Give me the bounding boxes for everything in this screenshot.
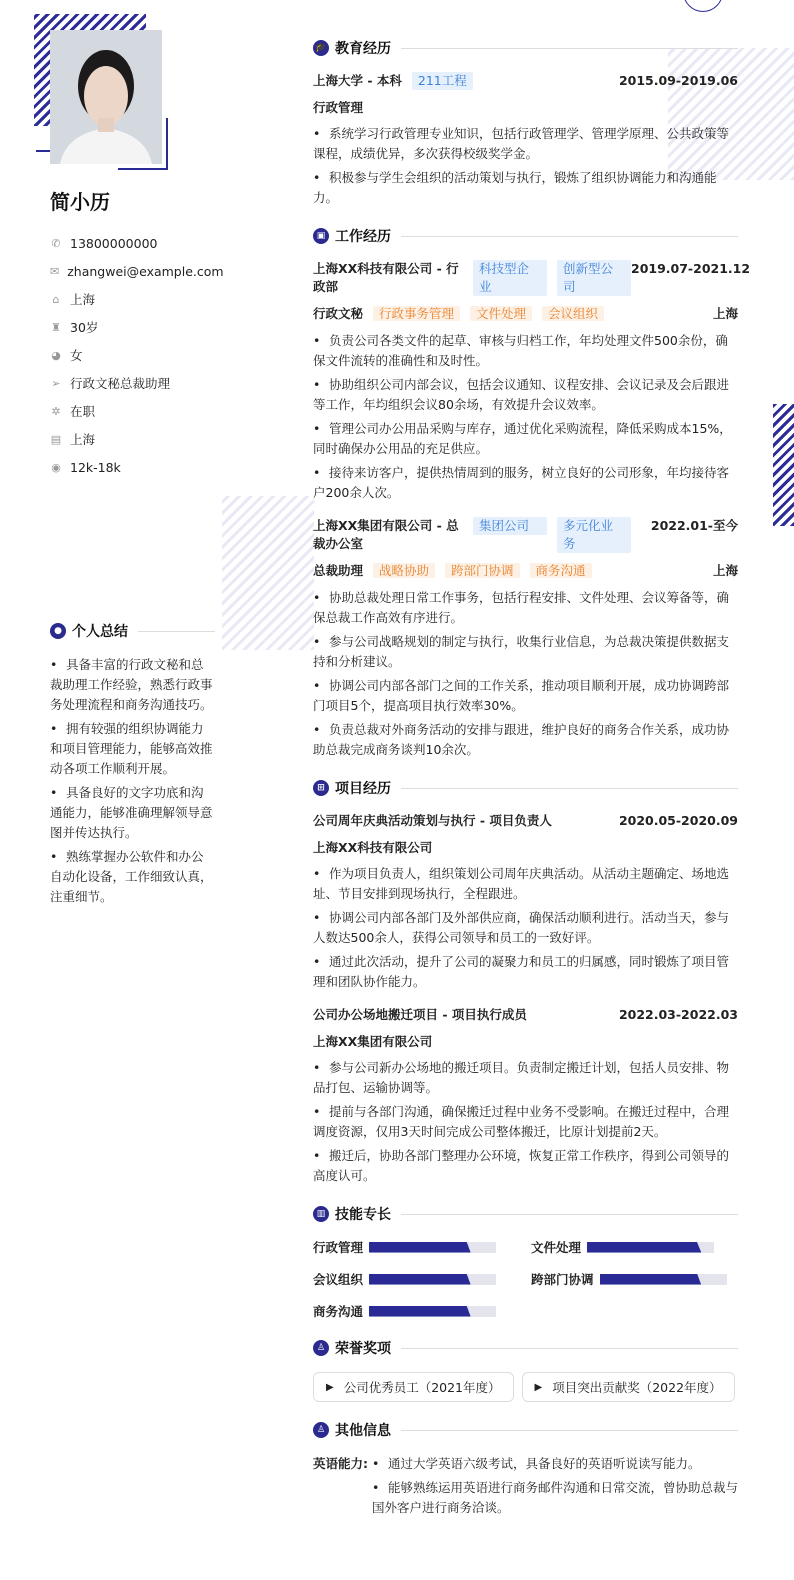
- skill-bar-fill: [369, 1274, 471, 1285]
- project-company: 上海XX集团有限公司: [313, 1034, 433, 1049]
- contact-item: ◕ 女: [51, 348, 83, 363]
- list-item: • 管理公司办公用品采购与库存，通过优化采购流程，降低采购成本15%，同时确保办公用品的充足供应。: [313, 419, 738, 459]
- list-item: • 负责公司各类文件的起草、审核与归档工作，年均处理文件500余份，确保文件流转的准确性和及时性。: [313, 331, 738, 371]
- briefcase-icon: ▣: [313, 228, 329, 244]
- skill-tag: 跨部门协调: [445, 563, 520, 578]
- mail-icon: ✉: [50, 264, 60, 278]
- skill-tag: 战略协助: [373, 563, 435, 578]
- major: 行政管理: [313, 100, 364, 115]
- project-entry: [313, 812, 738, 992]
- skill-bar-fill: [587, 1242, 701, 1253]
- job-city: 上海: [712, 306, 738, 321]
- skill-bar: [369, 1306, 496, 1317]
- candidate-name: 简小历: [50, 190, 110, 214]
- section-header: ⊞ 项目经历: [313, 778, 738, 798]
- skill-bar-fill: [369, 1242, 471, 1253]
- skill-item: 行政管理: [313, 1238, 531, 1256]
- skill-tag: 文件处理: [470, 306, 532, 321]
- list-item: • 负责总裁对外商务活动的安排与跟进，维护良好的商务合作关系，成功协助总裁完成商务谈判10余次。: [313, 720, 738, 760]
- contact-item: ✉ zhangwei@example.com: [50, 263, 224, 279]
- list-item: • 熟练掌握办公软件和办公自动化设备，工作细致认真，注重细节。: [50, 847, 215, 907]
- list-item: • 作为项目负责人，组织策划公司周年庆典活动。从活动主题确定、场地选址、节目安排到现场执行，全程跟进。: [313, 864, 738, 904]
- skill-bar: [600, 1274, 727, 1285]
- skill-bar-fill: [600, 1274, 702, 1285]
- grid-icon: ⊞: [313, 780, 329, 796]
- list-item: • 协助总裁处理日常工作事务，包括行程安排、文件处理、会议筹备等，确保总裁工作高效有序进行。: [313, 588, 738, 628]
- section-projects: [313, 778, 738, 1186]
- award-item: ▶ 公司优秀员工（2021年度）: [313, 1372, 514, 1402]
- contact-item: ♜ 30岁: [51, 320, 99, 335]
- award-icon: ♙: [313, 1422, 329, 1438]
- section-awards: [313, 1338, 738, 1402]
- section-other: [313, 1420, 738, 1522]
- project-entry: [313, 1006, 738, 1186]
- list-item: • 参与公司新办公场地的搬迁项目。负责制定搬迁计划，包括人员安排、物品打包、运输协调等。: [313, 1058, 738, 1098]
- contact-item: ◉ 12k-18k: [51, 459, 121, 475]
- school-name: 上海大学 - 本科: [313, 73, 402, 88]
- company-tag: 创新型公司: [557, 260, 631, 296]
- status-icon: ✲: [51, 404, 61, 418]
- award-item: ▶ 项目突出贡献奖（2022年度）: [522, 1372, 735, 1402]
- job-date: 2022.01-至今: [650, 518, 738, 533]
- list-item: • 协调公司内部各部门及外部供应商，确保活动顺利进行。活动当天，参与人数达500余人，获得公司领导和员工的一致好评。: [313, 908, 738, 948]
- list-item: • 具备丰富的行政文秘和总裁助理工作经验，熟悉行政事务处理流程和商务沟通技巧。: [50, 655, 215, 715]
- job-entry: [313, 517, 738, 760]
- skill-item: 会议组织: [313, 1270, 531, 1288]
- phone-icon: ✆: [51, 236, 61, 250]
- job-entry: [313, 260, 751, 503]
- section-skills: [313, 1204, 738, 1320]
- avatar: [50, 30, 162, 164]
- project-date: 2020.05-2020.09: [618, 813, 738, 828]
- section-summary-header: ● 个人总结: [50, 621, 215, 641]
- skill-bar-fill: [369, 1306, 471, 1317]
- building-icon: ▤: [50, 432, 62, 446]
- skill-bar: [587, 1242, 714, 1253]
- school-tag: 211工程: [412, 72, 473, 90]
- section-header: ▣ 工作经历: [313, 226, 738, 246]
- send-icon: ➢: [51, 376, 61, 390]
- skill-bar: [369, 1242, 496, 1253]
- job-role: 行政文秘: [313, 306, 364, 321]
- edu-date: 2015.09-2019.06: [618, 73, 738, 88]
- list-item: • 协助组织公司内部会议，包括会议通知、议程安排、会议记录及会后跟进等工作，年均组织会议80余场，有效提升会议效率。: [313, 375, 738, 415]
- contact-item: ⌂ 上海: [50, 285, 215, 313]
- job-city: 上海: [712, 563, 738, 578]
- section-work: [313, 226, 751, 760]
- contact-item: ➢ 行政文秘总裁助理: [51, 376, 171, 391]
- section-header: ♙ 荣誉奖项: [313, 1338, 738, 1358]
- section-header: 🎓 教育经历: [313, 38, 738, 58]
- skill-item: 跨部门协调: [531, 1270, 738, 1288]
- decor-stripes: [773, 404, 794, 526]
- list-item: • 提前与各部门沟通，确保搬迁过程中业务不受影响。在搬迁过程中，合理调度资源，仅用3天时间完成公司整体搬迁，比原计划提前2天。: [313, 1102, 738, 1142]
- play-icon: ▶: [534, 1381, 543, 1393]
- age-icon: ♜: [51, 320, 61, 334]
- company-tag: 集团公司: [473, 517, 547, 535]
- company-tag: 科技型企业: [473, 260, 547, 296]
- list-item: • 接待来访客户，提供热情周到的服务，树立良好的公司形象，年均接待客户200余人次。: [313, 463, 738, 503]
- project-name: 公司周年庆典活动策划与执行 - 项目负责人: [313, 813, 552, 828]
- section-education: [313, 38, 738, 208]
- skill-tag: 商务沟通: [530, 563, 592, 578]
- bar-chart-icon: ▥: [313, 1206, 329, 1222]
- list-item: • 具备良好的文字功底和沟通能力，能够准确理解领导意图并传达执行。: [50, 783, 215, 843]
- contact-item: ✲ 在职: [51, 404, 96, 419]
- contact-item: ▤ 上海: [50, 432, 96, 447]
- company-tag: 多元化业务: [557, 517, 631, 553]
- decor-stripes: [222, 496, 314, 650]
- job-date: 2019.07-2021.12: [631, 261, 751, 276]
- project-date: 2022.03-2022.03: [618, 1007, 738, 1022]
- main-content: [313, 38, 751, 1540]
- home-icon: ⌂: [52, 292, 60, 306]
- section-header: ▥ 技能专长: [313, 1204, 738, 1224]
- list-item: • 系统学习行政管理专业知识，包括行政管理学、管理学原理、公共政策等课程，成绩优异，多次获得校级奖学金。: [313, 124, 738, 164]
- list-item: • 能够熟练运用英语进行商务邮件沟通和日常交流，曾协助总裁与国外客户进行商务洽谈。: [372, 1478, 738, 1518]
- skill-item: 商务沟通: [313, 1302, 531, 1320]
- graduation-cap-icon: 🎓: [313, 40, 329, 56]
- skill-tag: 行政事务管理: [373, 306, 460, 321]
- contact-item: ✆ 13800000000: [51, 235, 158, 251]
- list-item: • 搬迁后，协助各部门整理办公环境，恢复正常工作秩序，得到公司领导的高度认可。: [313, 1146, 738, 1186]
- list-item: • 协调公司内部各部门之间的工作关系，推动项目顺利开展，成功协调跨部门项目5个，提高项目执行效率30%。: [313, 676, 738, 716]
- salary-icon: ◉: [51, 460, 61, 474]
- project-company: 上海XX科技有限公司: [313, 840, 433, 855]
- section-header: ♙ 其他信息: [313, 1420, 738, 1440]
- job-role: 总裁助理: [313, 563, 364, 578]
- company-name: 上海XX集团有限公司 - 总裁办公室: [313, 518, 459, 551]
- list-item: • 通过此次活动，提升了公司的凝聚力和员工的归属感，同时锻炼了项目管理和团队协作能力。: [313, 952, 738, 992]
- award-icon: ♙: [313, 1340, 329, 1356]
- skill-bar: [369, 1274, 496, 1285]
- list-item: • 参与公司战略规划的制定与执行，收集行业信息，为总裁决策提供数据支持和分析建议。: [313, 632, 738, 672]
- other-label: 英语能力:: [313, 1456, 368, 1471]
- gender-icon: ◕: [51, 348, 61, 362]
- sidebar: [50, 186, 224, 911]
- list-item: • 通过大学英语六级考试，具备良好的英语听说读写能力。: [372, 1454, 738, 1474]
- user-icon: ●: [50, 623, 66, 639]
- play-icon: ▶: [326, 1381, 334, 1393]
- list-item: • 积极参与学生会组织的活动策划与执行，锻炼了组织协调能力和沟通能力。: [313, 168, 738, 208]
- skill-tag: 会议组织: [542, 306, 604, 321]
- project-name: 公司办公场地搬迁项目 - 项目执行成员: [313, 1007, 527, 1022]
- skill-item: 文件处理: [531, 1238, 738, 1256]
- company-name: 上海XX科技有限公司 - 行政部: [313, 261, 459, 294]
- decor-circle: [683, 0, 723, 12]
- list-item: • 拥有较强的组织协调能力和项目管理能力，能够高效推动各项工作顺利开展。: [50, 719, 215, 779]
